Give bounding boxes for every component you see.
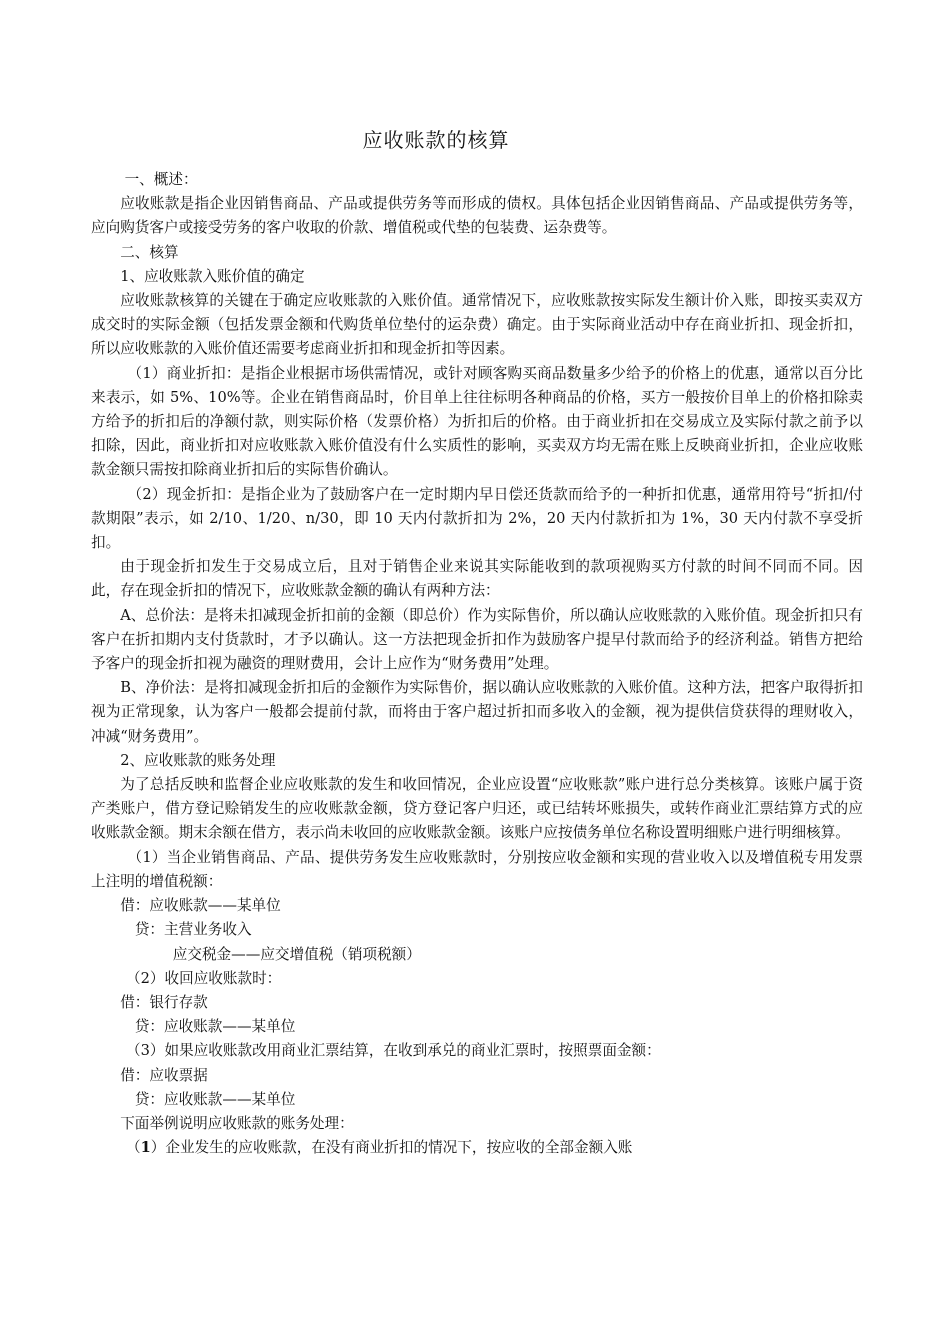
document-title: 应收账款的核算: [362, 128, 510, 152]
paragraph-example-intro: 下面举例说明应收账款的账务处理：: [120, 1114, 354, 1132]
entry-case2-debit: 借：银行存款: [120, 993, 208, 1011]
subsection-heading-1: 1、应收账款入账价值的确定: [120, 267, 305, 285]
paragraph-net-method: B、净价法：是将扣减现金折扣后的金额作为实际售价，据以确认应收账款的入账价值。这种方法，把客户取得折扣视为正常现象，认为客户一般都会提前付款，而将由于客户超过折扣而多收入的金额，视为提供信贷获得的理财收入，冲减“财务费用”。: [91, 679, 863, 745]
example-1-text: ）企业发生的应收账款，在没有商业折扣的情况下，按应收的全部金额入账: [150, 1139, 633, 1157]
entry-case2-credit: 贷：应收账款——某单位: [134, 1018, 296, 1036]
paragraph-account-setup: 为了总括反映和监督企业应收账款的发生和收回情况，企业应设置“应收账款”账户进行总分类核算。该账户属于资产类账户，借方登记赊销发生的应收账款金额，贷方登记客户归还，或已结转坏账损失，或转作商业汇票结算方式的应收账款金额。期末余额在借方，表示尚未收回的应收账款金额。该账户应按债务单位名称设置明细账户进行明细核算。: [91, 776, 863, 842]
entry-case1-debit: 借：应收账款——某单位: [120, 897, 281, 915]
document-body: [91, 168, 863, 1160]
entry-case3-debit: 借：应收票据: [120, 1066, 208, 1084]
example-1-number: 1: [140, 1139, 151, 1157]
section-heading-overview: 一、概述：: [124, 171, 198, 188]
paragraph-case-1: （1）当企业销售商品、产品、提供劳务发生应收账款时，分别按应收金额和实现的营业收入以及增值税专用发票上注明的增值税额：: [91, 848, 863, 890]
subsection-heading-2: 2、应收账款的账务处理: [120, 751, 276, 769]
entry-case3-credit: 贷：应收账款——某单位: [134, 1090, 296, 1108]
paragraph-case-2: （2）收回应收账款时：: [126, 969, 282, 987]
example-1-open-paren: （: [126, 1139, 141, 1157]
paragraph-overview: 应收账款是指企业因销售商品、产品或提供劳务等而形成的债权。具体包括企业因销售商品、产品或提供劳务等，应向购货客户或接受劳务的客户收取的价款、增值税或代垫的包装费、运杂费等。: [91, 195, 863, 237]
paragraph-cash-discount: （2）现金折扣：是指企业为了鼓励客户在一定时期内早日偿还货款而给予的一种折扣优惠，通常用符号“折扣/付款期限”表示，如 2/10、1/20、n/30，即 10 天内付款折扣为 2%，20 天内付款折扣为 1%，30 天内付款不享受折扣。: [91, 485, 863, 552]
paragraph-example-1: [91, 1136, 863, 1160]
section-heading-accounting: 二、核算: [120, 243, 179, 261]
entry-case1-credit-2: 应交税金——应交增值税（销项税额）: [172, 945, 421, 963]
paragraph-entry-value: 应收账款核算的关键在于确定应收账款的入账价值。通常情况下，应收账款按实际发生额计价入账，即按买卖双方成交时的实际金额（包括发票金额和代购货单位垫付的运杂费）确定。由于实际商业活动中存在商业折扣、现金折扣，所以应收账款的入账价值还需要考虑商业折扣和现金折扣等因素。: [91, 292, 863, 358]
paragraph-trade-discount: （1）商业折扣：是指企业根据市场供需情况，或针对顾客购买商品数量多少给予的价格上的优惠，通常以百分比来表示，如 5%、10%等。企业在销售商品时，价目单上往往标明各种商品的价格，买方一般按价目单上的价格扣除卖方给予的折扣后的净额付款，则实际价格（发票价格）为折扣后的价格。由于商业折扣在交易成立及实际付款之前予以扣除，因此，商业折扣对应收账款入账价值没有什么实质性的影响，买卖双方均无需在账上反映商业折扣，企业应收账款金额只需按扣除商业折扣后的实际售价确认。: [91, 364, 863, 479]
paragraph-methods-intro: 由于现金折扣发生于交易成立后，且对于销售企业来说其实际能收到的款项视购买方付款的时间不同而不同。因此，存在现金折扣的情况下，应收账款金额的确认有两种方法：: [91, 558, 863, 600]
paragraph-case-3: （3）如果应收账款改用商业汇票结算，在收到承兑的商业汇票时，按照票面金额：: [126, 1042, 661, 1060]
paragraph-gross-method: A、总价法：是将未扣减现金折扣前的金额（即总价）作为实际售价，所以确认应收账款的入账价值。现金折扣只有客户在折扣期内支付货款时，才予以确认。这一方法把现金折扣作为鼓励客户提早付款而给予的经济利益。销售方把给予客户的现金折扣视为融资的理财费用，会计上应作为“财务费用”处理。: [91, 606, 863, 673]
entry-case1-credit-1: 贷：主营业务收入: [134, 921, 252, 939]
